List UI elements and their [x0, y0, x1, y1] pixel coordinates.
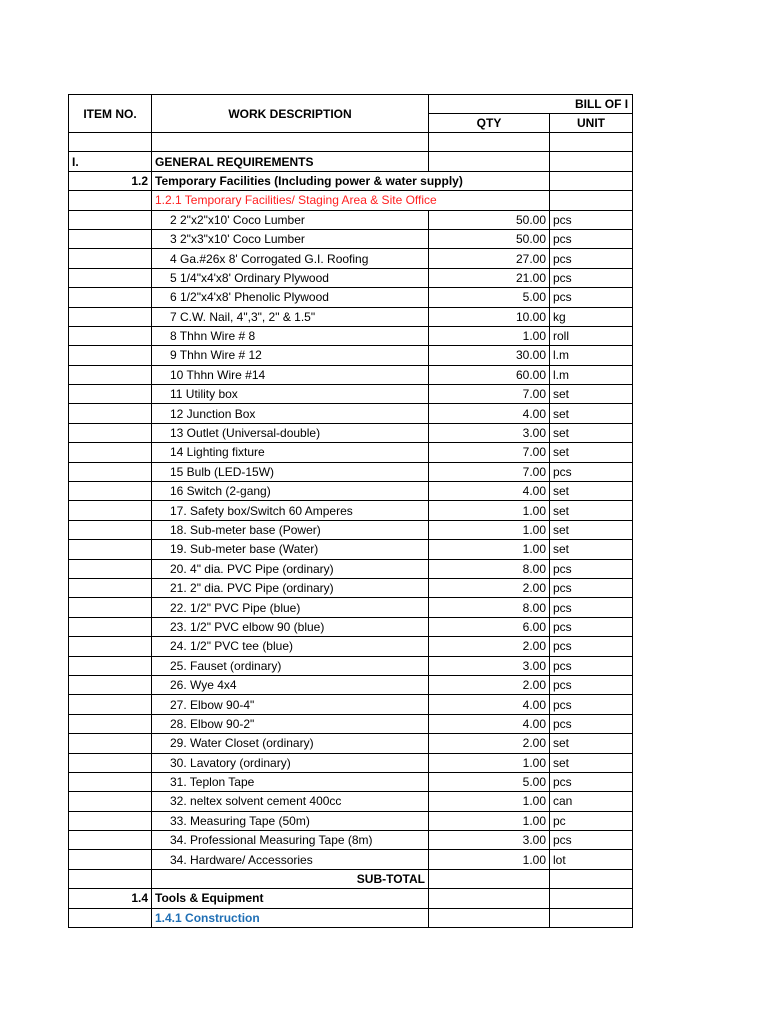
- item-no-cell[interactable]: [69, 229, 152, 248]
- table-row: [69, 443, 633, 462]
- table-row: [69, 559, 633, 578]
- table-row: [69, 307, 633, 326]
- subgroup-row: [69, 908, 633, 927]
- item-unit[interactable]: set: [550, 443, 633, 462]
- subtotal-row: [69, 869, 633, 888]
- item-description[interactable]: 34. Hardware/ Accessories: [152, 850, 429, 869]
- item-no-cell[interactable]: [69, 734, 152, 753]
- item-no-cell[interactable]: [69, 598, 152, 617]
- item-description[interactable]: 14 Lighting fixture: [152, 443, 429, 462]
- item-description[interactable]: 20. 4" dia. PVC Pipe (ordinary): [152, 559, 429, 578]
- item-description[interactable]: 31. Teplon Tape: [152, 772, 429, 791]
- item-no-cell[interactable]: [69, 249, 152, 268]
- item-unit[interactable]: set: [550, 482, 633, 501]
- item-no-cell[interactable]: [69, 675, 152, 694]
- cell[interactable]: [69, 869, 152, 888]
- item-qty[interactable]: 1.00: [429, 792, 550, 811]
- section-number[interactable]: I.: [69, 152, 152, 171]
- item-description[interactable]: 27. Elbow 90-4": [152, 695, 429, 714]
- item-description[interactable]: 13 Outlet (Universal-double): [152, 423, 429, 442]
- item-qty[interactable]: 10.00: [429, 307, 550, 326]
- table-row: [69, 792, 633, 811]
- cell[interactable]: [429, 908, 550, 927]
- item-unit[interactable]: set: [550, 423, 633, 442]
- item-qty[interactable]: 50.00: [429, 229, 550, 248]
- blank-row: [69, 133, 633, 152]
- item-qty[interactable]: 4.00: [429, 714, 550, 733]
- item-no-cell[interactable]: [69, 462, 152, 481]
- item-description[interactable]: 21. 2" dia. PVC Pipe (ordinary): [152, 578, 429, 597]
- item-qty[interactable]: 8.00: [429, 559, 550, 578]
- item-unit[interactable]: pcs: [550, 578, 633, 597]
- subgroup-row: [69, 191, 633, 210]
- item-unit[interactable]: pcs: [550, 675, 633, 694]
- bill-of-materials-header[interactable]: BILL OF I: [429, 95, 633, 114]
- item-no-cell[interactable]: [69, 850, 152, 869]
- item-no-cell[interactable]: [69, 307, 152, 326]
- item-description[interactable]: 11 Utility box: [152, 385, 429, 404]
- item-qty[interactable]: 1.00: [429, 326, 550, 345]
- cell[interactable]: [429, 889, 550, 908]
- item-description[interactable]: 6 1/2"x4'x8' Phenolic Plywood: [152, 288, 429, 307]
- item-unit[interactable]: kg: [550, 307, 633, 326]
- item-description[interactable]: 29. Water Closet (ordinary): [152, 734, 429, 753]
- item-qty[interactable]: 5.00: [429, 772, 550, 791]
- item-description[interactable]: 28. Elbow 90-2": [152, 714, 429, 733]
- cell[interactable]: [429, 152, 550, 171]
- item-no-cell[interactable]: [69, 404, 152, 423]
- item-unit[interactable]: pcs: [550, 617, 633, 636]
- item-qty[interactable]: 4.00: [429, 482, 550, 501]
- item-description[interactable]: 30. Lavatory (ordinary): [152, 753, 429, 772]
- cell[interactable]: [69, 191, 152, 210]
- spreadsheet-sheet: [68, 94, 632, 928]
- table-row: [69, 831, 633, 850]
- item-unit[interactable]: pcs: [550, 695, 633, 714]
- item-unit[interactable]: pcs: [550, 462, 633, 481]
- table-row: [69, 637, 633, 656]
- cell[interactable]: [152, 133, 429, 152]
- group-title[interactable]: Temporary Facilities (Including power & water supply): [152, 171, 550, 190]
- item-no-cell[interactable]: [69, 268, 152, 287]
- item-unit[interactable]: pc: [550, 811, 633, 830]
- item-qty[interactable]: 4.00: [429, 404, 550, 423]
- table-row: [69, 268, 633, 287]
- item-no-cell[interactable]: [69, 501, 152, 520]
- item-description[interactable]: 24. 1/2" PVC tee (blue): [152, 637, 429, 656]
- item-qty[interactable]: 50.00: [429, 210, 550, 229]
- cell[interactable]: [550, 152, 633, 171]
- item-qty[interactable]: 7.00: [429, 462, 550, 481]
- table-row: [69, 210, 633, 229]
- item-description[interactable]: 2 2"x2"x10' Coco Lumber: [152, 210, 429, 229]
- bill-of-materials-table: [68, 94, 633, 928]
- item-no-cell[interactable]: [69, 365, 152, 384]
- cell[interactable]: [550, 869, 633, 888]
- item-unit[interactable]: can: [550, 792, 633, 811]
- table-row: [69, 385, 633, 404]
- section-title[interactable]: GENERAL REQUIREMENTS: [152, 152, 429, 171]
- item-no-cell[interactable]: [69, 540, 152, 559]
- item-unit[interactable]: pcs: [550, 637, 633, 656]
- table-row: [69, 598, 633, 617]
- item-no-header[interactable]: ITEM NO.: [69, 95, 152, 133]
- table-row: [69, 346, 633, 365]
- table-row: [69, 501, 633, 520]
- table-row: [69, 617, 633, 636]
- table-row: [69, 404, 633, 423]
- group-row: [69, 889, 633, 908]
- item-no-cell[interactable]: [69, 695, 152, 714]
- cell[interactable]: [550, 889, 633, 908]
- item-no-cell[interactable]: [69, 831, 152, 850]
- table-row: [69, 850, 633, 869]
- item-description[interactable]: 12 Junction Box: [152, 404, 429, 423]
- table-row: [69, 365, 633, 384]
- item-no-cell[interactable]: [69, 385, 152, 404]
- item-unit[interactable]: set: [550, 501, 633, 520]
- item-qty[interactable]: 2.00: [429, 637, 550, 656]
- item-unit[interactable]: l.m: [550, 365, 633, 384]
- item-description[interactable]: 7 C.W. Nail, 4",3", 2" & 1.5": [152, 307, 429, 326]
- table-row: [69, 656, 633, 675]
- table-row: [69, 695, 633, 714]
- item-unit[interactable]: pcs: [550, 714, 633, 733]
- item-unit[interactable]: set: [550, 385, 633, 404]
- item-unit[interactable]: lot: [550, 850, 633, 869]
- item-description[interactable]: 34. Professional Measuring Tape (8m): [152, 831, 429, 850]
- table-row: [69, 714, 633, 733]
- group-number[interactable]: 1.4: [69, 889, 152, 908]
- cell[interactable]: [69, 908, 152, 927]
- header-row-1: [69, 95, 633, 114]
- item-no-cell[interactable]: [69, 792, 152, 811]
- item-description[interactable]: 23. 1/2" PVC elbow 90 (blue): [152, 617, 429, 636]
- item-qty[interactable]: 1.00: [429, 520, 550, 539]
- item-description[interactable]: 10 Thhn Wire #14: [152, 365, 429, 384]
- item-qty[interactable]: 2.00: [429, 578, 550, 597]
- item-no-cell[interactable]: [69, 288, 152, 307]
- group-number[interactable]: 1.2: [69, 171, 152, 190]
- item-unit[interactable]: pcs: [550, 831, 633, 850]
- item-no-cell[interactable]: [69, 811, 152, 830]
- item-description[interactable]: 9 Thhn Wire # 12: [152, 346, 429, 365]
- item-unit[interactable]: pcs: [550, 772, 633, 791]
- item-qty[interactable]: 3.00: [429, 831, 550, 850]
- item-no-cell[interactable]: [69, 346, 152, 365]
- table-row: [69, 423, 633, 442]
- item-description[interactable]: 3 2"x3"x10' Coco Lumber: [152, 229, 429, 248]
- item-no-cell[interactable]: [69, 443, 152, 462]
- item-unit[interactable]: set: [550, 404, 633, 423]
- group-title[interactable]: Tools & Equipment: [152, 889, 429, 908]
- item-qty[interactable]: 1.00: [429, 753, 550, 772]
- table-row: [69, 753, 633, 772]
- item-unit[interactable]: roll: [550, 326, 633, 345]
- item-unit[interactable]: pcs: [550, 559, 633, 578]
- item-qty[interactable]: 1.00: [429, 540, 550, 559]
- item-no-cell[interactable]: [69, 578, 152, 597]
- item-qty[interactable]: 8.00: [429, 598, 550, 617]
- item-no-cell[interactable]: [69, 520, 152, 539]
- table-row: [69, 462, 633, 481]
- item-qty[interactable]: 1.00: [429, 850, 550, 869]
- item-no-cell[interactable]: [69, 210, 152, 229]
- section-row: [69, 152, 633, 171]
- item-no-cell[interactable]: [69, 753, 152, 772]
- subtotal-qty-cell[interactable]: [429, 869, 550, 888]
- unit-header[interactable]: UNIT: [550, 114, 633, 133]
- item-unit[interactable]: set: [550, 540, 633, 559]
- item-unit[interactable]: set: [550, 520, 633, 539]
- item-unit[interactable]: l.m: [550, 346, 633, 365]
- item-qty[interactable]: 1.00: [429, 811, 550, 830]
- item-no-cell[interactable]: [69, 617, 152, 636]
- item-unit[interactable]: pcs: [550, 249, 633, 268]
- table-row: [69, 734, 633, 753]
- item-qty[interactable]: 30.00: [429, 346, 550, 365]
- item-description[interactable]: 18. Sub-meter base (Power): [152, 520, 429, 539]
- table-row: [69, 540, 633, 559]
- cell[interactable]: [550, 191, 633, 210]
- item-qty[interactable]: 5.00: [429, 288, 550, 307]
- item-qty[interactable]: 60.00: [429, 365, 550, 384]
- item-qty[interactable]: 7.00: [429, 385, 550, 404]
- item-qty[interactable]: 7.00: [429, 443, 550, 462]
- item-unit[interactable]: pcs: [550, 229, 633, 248]
- item-description[interactable]: 4 Ga.#26x 8' Corrogated G.I. Roofing: [152, 249, 429, 268]
- item-description[interactable]: 22. 1/2" PVC Pipe (blue): [152, 598, 429, 617]
- table-row: [69, 249, 633, 268]
- item-no-cell[interactable]: [69, 326, 152, 345]
- cell[interactable]: [429, 133, 550, 152]
- item-description[interactable]: 32. neltex solvent cement 400cc: [152, 792, 429, 811]
- item-qty[interactable]: 2.00: [429, 675, 550, 694]
- table-row: [69, 482, 633, 501]
- item-qty[interactable]: 6.00: [429, 617, 550, 636]
- item-unit[interactable]: pcs: [550, 210, 633, 229]
- item-qty[interactable]: 1.00: [429, 501, 550, 520]
- item-qty[interactable]: 3.00: [429, 423, 550, 442]
- cell[interactable]: [69, 133, 152, 152]
- item-qty[interactable]: 27.00: [429, 249, 550, 268]
- item-description[interactable]: 25. Fauset (ordinary): [152, 656, 429, 675]
- item-unit[interactable]: pcs: [550, 656, 633, 675]
- item-description[interactable]: 26. Wye 4x4: [152, 675, 429, 694]
- table-row: [69, 772, 633, 791]
- item-description[interactable]: 15 Bulb (LED-15W): [152, 462, 429, 481]
- item-unit[interactable]: pcs: [550, 268, 633, 287]
- cell[interactable]: [550, 133, 633, 152]
- item-description[interactable]: 33. Measuring Tape (50m): [152, 811, 429, 830]
- item-description[interactable]: 19. Sub-meter base (Water): [152, 540, 429, 559]
- subgroup-title[interactable]: 1.4.1 Construction: [152, 908, 429, 927]
- group-row: [69, 171, 633, 190]
- item-no-cell[interactable]: [69, 656, 152, 675]
- table-row: [69, 229, 633, 248]
- item-no-cell[interactable]: [69, 423, 152, 442]
- item-qty[interactable]: 2.00: [429, 734, 550, 753]
- table-row: [69, 675, 633, 694]
- item-unit[interactable]: pcs: [550, 598, 633, 617]
- item-unit[interactable]: set: [550, 753, 633, 772]
- cell[interactable]: [550, 171, 633, 190]
- work-description-header[interactable]: WORK DESCRIPTION: [152, 95, 429, 133]
- table-row: [69, 520, 633, 539]
- item-unit[interactable]: pcs: [550, 288, 633, 307]
- table-row: [69, 326, 633, 345]
- item-qty[interactable]: 4.00: [429, 695, 550, 714]
- item-description[interactable]: 8 Thhn Wire # 8: [152, 326, 429, 345]
- item-no-cell[interactable]: [69, 637, 152, 656]
- item-no-cell[interactable]: [69, 559, 152, 578]
- subgroup-title[interactable]: 1.2.1 Temporary Facilities/ Staging Area & Site Office: [152, 191, 550, 210]
- item-description[interactable]: 5 1/4"x4'x8' Ordinary Plywood: [152, 268, 429, 287]
- table-row: [69, 578, 633, 597]
- item-no-cell[interactable]: [69, 714, 152, 733]
- item-unit[interactable]: set: [550, 734, 633, 753]
- qty-header[interactable]: QTY: [429, 114, 550, 133]
- item-qty[interactable]: 3.00: [429, 656, 550, 675]
- item-description[interactable]: 17. Safety box/Switch 60 Amperes: [152, 501, 429, 520]
- table-row: [69, 811, 633, 830]
- table-row: [69, 288, 633, 307]
- item-no-cell[interactable]: [69, 482, 152, 501]
- item-description[interactable]: 16 Switch (2-gang): [152, 482, 429, 501]
- item-no-cell[interactable]: [69, 772, 152, 791]
- subtotal-label[interactable]: SUB-TOTAL: [152, 869, 429, 888]
- cell[interactable]: [550, 908, 633, 927]
- item-qty[interactable]: 21.00: [429, 268, 550, 287]
